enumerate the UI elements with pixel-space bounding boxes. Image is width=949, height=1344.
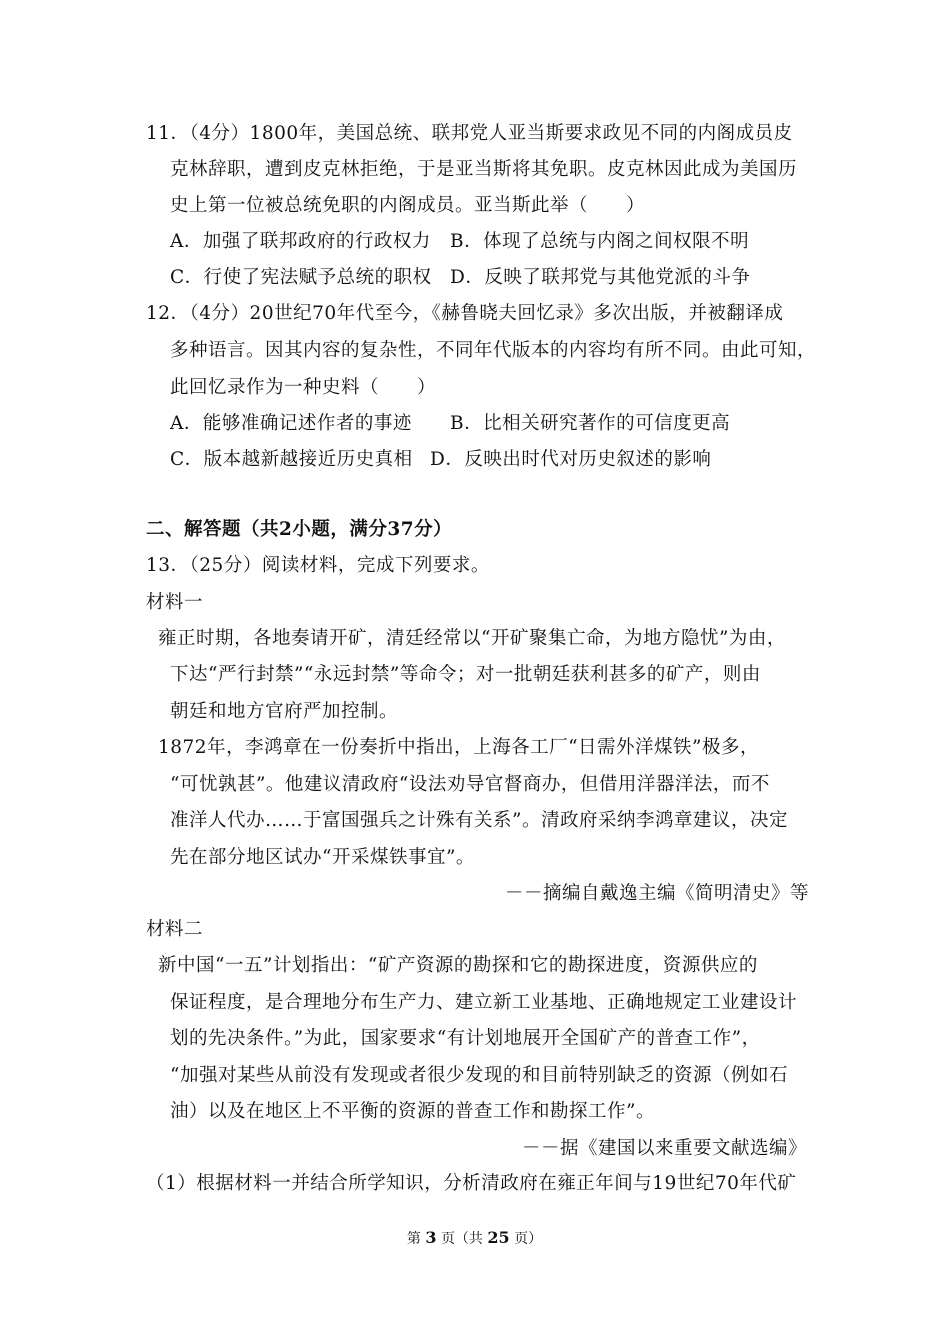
q12-option-d: D．反映出时代对历史叙述的影响 xyxy=(430,449,712,470)
page-footer xyxy=(0,1228,949,1248)
material2-p1-line-2: 保证程度，是合理地分布生产力、建立新工业基地、正确地规定工业建设计 xyxy=(170,992,798,1013)
q12-stem-line-2: 多种语言。因其内容的复杂性，不同年代版本的内容均有所不同。由此可知， xyxy=(170,340,817,361)
footer-suffix: 页） xyxy=(514,1231,543,1247)
material1-p2-line-2: “可忧孰甚”。他建议清政府“设法劝导官督商办，但借用洋器洋法，而不 xyxy=(170,774,770,795)
material2-p1-line-5: 油）以及在地区上不平衡的资源的普查工作和勘探工作”。 xyxy=(170,1101,655,1122)
q11-stem-line-2: 克林辞职，遭到皮克林拒绝，于是亚当斯将其免职。皮克林因此成为美国历 xyxy=(170,159,798,180)
q12-stem-line-1: 12．（4分）20世纪70年代至今，《赫鲁晓夫回忆录》多次出版，并被翻译成 xyxy=(146,303,784,324)
q11-stem-line-3: 史上第一位被总统免职的内阁成员。亚当斯此举（ ） xyxy=(170,195,646,216)
footer-middle: 页（共 xyxy=(440,1231,483,1247)
section-heading: 二、解答题（共2小题，满分37分） xyxy=(146,519,453,540)
material1-p1-line-1: 雍正时期，各地奏请开矿，清廷经常以“开矿聚集亡命，为地方隐忧”为由， xyxy=(158,628,786,649)
material2-p1-line-4: “加强对某些从前没有发现或者很少发现的和目前特别缺乏的资源（例如石 xyxy=(170,1065,788,1086)
q12-stem-line-3: 此回忆录作为一种史料（ ） xyxy=(170,377,437,398)
material2-label: 材料二 xyxy=(146,919,204,940)
footer-total-pages: 25 xyxy=(487,1228,510,1247)
material1-source: －－摘编自戴逸主编《简明清史》等 xyxy=(505,883,810,904)
q13-sub1: （1）根据材料一并结合所学知识，分析清政府在雍正年间与19世纪70年代矿 xyxy=(146,1173,797,1194)
material1-p1-line-2: 下达“严行封禁”“永远封禁”等命令；对一批朝廷获利甚多的矿产，则由 xyxy=(170,664,761,685)
material1-p2-line-4: 先在部分地区试办“开采煤铁事宜”。 xyxy=(170,847,475,868)
q11-option-d: D．反映了联邦党与其他党派的斗争 xyxy=(450,267,751,288)
material2-p1-line-1: 新中国“一五”计划指出：“矿产资源的勘探和它的勘探进度，资源供应的 xyxy=(158,955,758,976)
q12-option-b: B．比相关研究著作的可信度更高 xyxy=(450,413,731,434)
material2-p1-line-3: 划的先决条件。”为此，国家要求“有计划地展开全国矿产的普查工作”， xyxy=(170,1028,761,1049)
q11-option-a: A．加强了联邦政府的行政权力 xyxy=(170,231,431,252)
material2-source: －－据《建国以来重要文献选编》 xyxy=(522,1138,808,1159)
q11-stem-line-1: 11．（4分）1800年，美国总统、联邦党人亚当斯要求政见不同的内阁成员皮 xyxy=(146,123,793,144)
q12-option-a: A．能够准确记述作者的事迹 xyxy=(170,413,412,434)
q11-option-c: C．行使了宪法赋予总统的职权 xyxy=(170,267,432,288)
q13-intro: 13．（25分）阅读材料，完成下列要求。 xyxy=(146,555,490,576)
footer-page-number: 3 xyxy=(425,1228,437,1247)
q11-option-b: B．体现了总统与内阁之间权限不明 xyxy=(450,231,750,252)
material1-label: 材料一 xyxy=(146,592,204,613)
material1-p1-line-3: 朝廷和地方官府严加控制。 xyxy=(170,701,399,722)
material1-p2-line-3: 准洋人代办……于富国强兵之计殊有关系”。清政府采纳李鸿章建议，决定 xyxy=(170,810,788,831)
footer-prefix: 第 xyxy=(406,1231,421,1247)
q12-option-c: C．版本越新越接近历史真相 xyxy=(170,449,413,470)
material1-p2-line-1: 1872年，李鸿章在一份奏折中指出，上海各工厂“日需外洋煤铁”极多， xyxy=(158,737,759,758)
